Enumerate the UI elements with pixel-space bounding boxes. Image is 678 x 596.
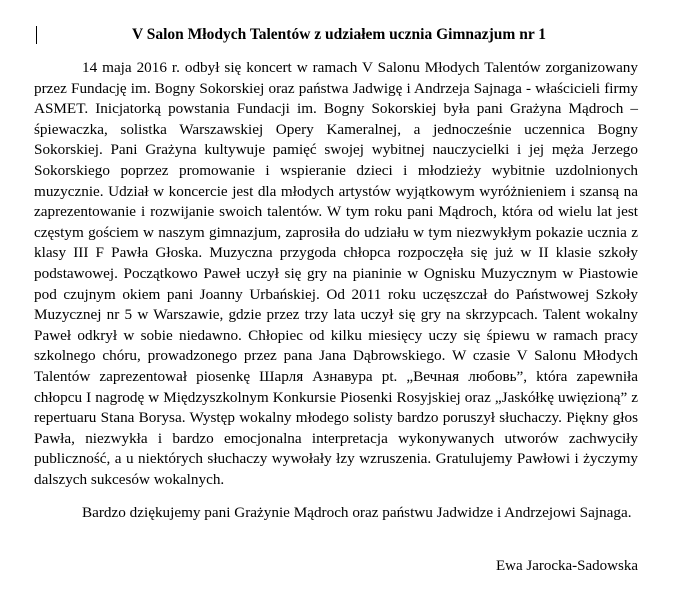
document-body	[34, 58, 638, 524]
body-paragraph-2: Bardzo dziękujemy pani Grażynie Mądroch oraz państwu Jadwidze i Andrzejowi Sajnaga.	[82, 504, 632, 522]
document-title: V Salon Młodych Talentów z udziałem ucznia Gimnazjum nr 1	[131, 26, 547, 43]
body-paragraph-1: 14 maja 2016 r. odbył się koncert w ramach V Salonu Młodych Talentów zorganizowany przez Fundację im. Bogny Sokorskiej oraz państwa Jadwigę i Andrzeja Sajnaga - właścicieli firmy ASMET. Inicjatorką powstania Fundacji im. Bogny Sokorskiej była pani Grażyna Mądroch – śpiewaczka, solistka Warszawskiej Opery Kameralnej, a jednocześnie uczennica Bogny Sokorskiej. Pani Grażyna kultywuje pamięć swojej wybitnej nauczycielki i jej męża Jerzego Sokorskiego poprzez promowanie i wspieranie dzieci i młodzieży wybitnie uzdolnionych muzycznie. Udział w koncercie jest dla młodych artystów wyjątkowym wyróżnieniem i szansą na zaprezentowanie i rozwijanie swoich talentów. W tym roku pani Mądroch, która od wielu lat jest częstym gościem w naszym gimnazjum, zaprosiła do udziału w tym niezwykłym pokazie ucznia z klasy III F Pawła Głoska. Muzyczna przygoda chłopca rozpoczęła się już w II klasie szkoły podstawowej. Początkowo Paweł uczył się gry na pianinie w Ognisku Muzycznym w Piastowie pod czujnym okiem pani Joanny Urbańskiej. Od 2011 roku uczęszczał do Państwowej Szkoły Muzycznej nr 5 w Warszawie, gdzie przez trzy lata uczył się gry na skrzypcach. Talent wokalny Paweł odkrył w sobie niedawno. Chłopiec od kilku miesięcy uczy się śpiewu w ramach pracy szkolnego chóru, prowadzonego przez pana Jana Dąbrowskiego. W czasie V Salonu Młodych Talentów zaprezentował piosenkę Шарля Азнавура pt. „Вечная любовь”, która zapewniła chłopcu I nagrodę w Międzyszkolnym Konkursie Piosenki Rosyjskiej oraz „Jaskółkę uwięzioną” z repertuaru Stana Borysa. Występ wokalny młodego solisty bardzo poruszył słuchaczy. Piękny głos Pawła, niezwykła i bardzo emocjonalna interpretacja wykonywanych utworów zachwyciły publiczność, a u niektórych słuchaczy wywołały łzy wzruszenia. Gratulujemy Pawłowi i życzymy dalszych sukcesów wokalnych.	[34, 59, 638, 488]
author-signature: Ewa Jarocka-Sadowska	[495, 558, 638, 574]
